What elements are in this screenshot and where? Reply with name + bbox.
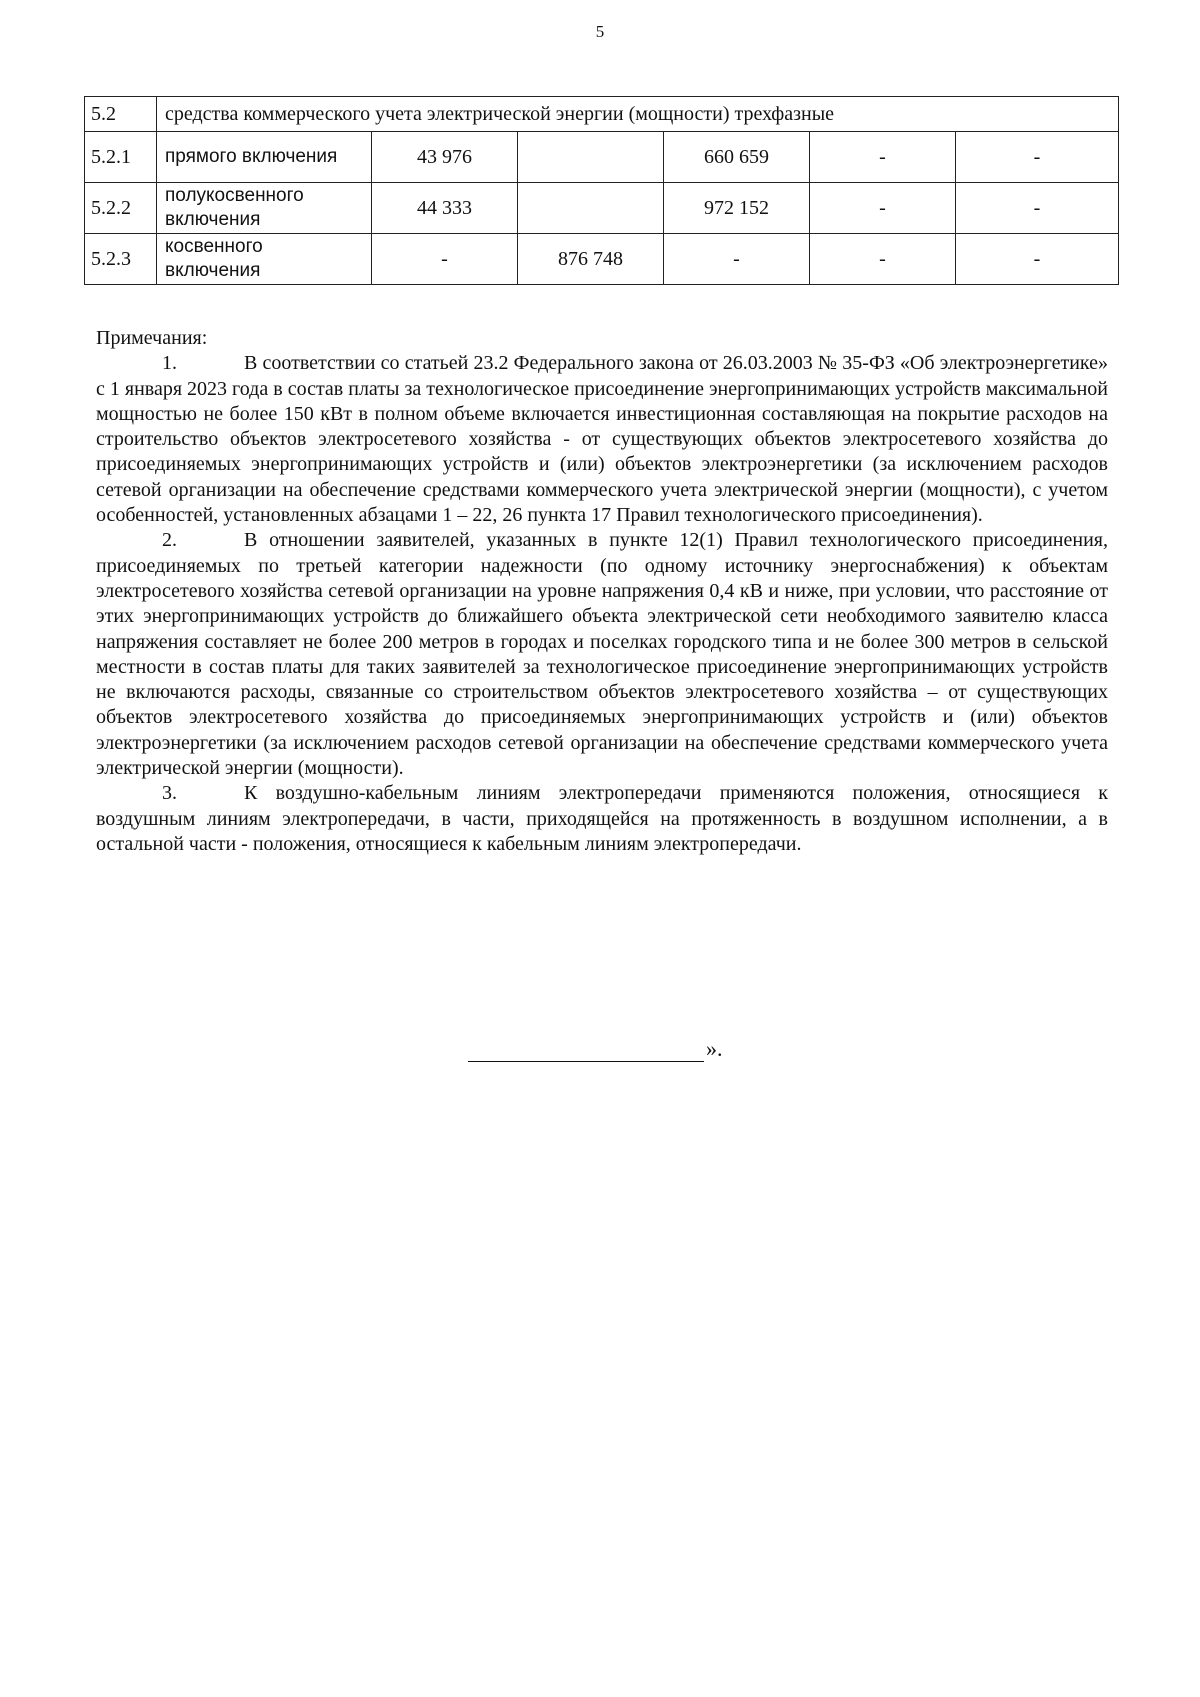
row-value xyxy=(518,183,664,234)
table-row xyxy=(85,132,1119,183)
row-value: 972 152 xyxy=(664,183,810,234)
row-value: - xyxy=(956,183,1119,234)
row-number: 5.2.3 xyxy=(85,234,157,285)
row-value: 660 659 xyxy=(664,132,810,183)
note-item xyxy=(96,351,1108,528)
row-name: косвенного включения xyxy=(157,234,372,285)
closing-underline xyxy=(468,1039,704,1062)
row-name: полукосвенного включения xyxy=(157,183,372,234)
table-row xyxy=(85,234,1119,285)
row-value xyxy=(518,132,664,183)
notes-title: Примечания: xyxy=(96,327,208,349)
note-text: В соответствии со статьей 23.2 Федерального закона от 26.03.2003 № 35-ФЗ «Об электроэнергетике» с 1 января 2023 года в состав платы за технологическое присоединение энергопринимающих устройств максимальной мощностью не более 150 кВт в полном объеме включается инвестиционная составляющая на покрытие расходов на строительство объектов электросетевого хозяйства - от существующих объектов электросетевого хозяйства до присоединяемых энергопринимающих устройств и (или) объектов электроэнергетики (за исключением расходов сетевой организации на обеспечение средствами коммерческого учета электрической энергии (мощности), с учетом особенностей, установленных абзацами 1 – 22, 26 пункта 17 Правил технологического присоединения). xyxy=(96,352,1108,527)
tariff-table xyxy=(84,96,1119,285)
note-item xyxy=(96,528,1108,781)
row-value: - xyxy=(956,132,1119,183)
notes-section xyxy=(96,326,1108,857)
note-text: В отношении заявителей, указанных в пункте 12(1) Правил технологического присоединения, присоединяемых по третьей категории надежности (по одному источнику энергоснабжения) к объектам электросетевого хозяйства сетевой организации на уровне напряжения 0,4 кВ и ниже, при условии, что расстояние от этих энергопринимающих устройств до ближайшего объекта электрической сети необходимого заявителю класса напряжения составляет не более 200 метров в городах и поселках городского типа и не более 300 метров в сельской местности в состав платы для таких заявителей за технологическое присоединение энергопринимающих устройств не включаются расходы, связанные со строительством объектов электросетевого хозяйства – от существующих объектов электросетевого хозяйства до присоединяемых энергопринимающих устройств и (или) объектов электроэнергетики (за исключением расходов сетевой организации на обеспечение средствами коммерческого учета электрической энергии (мощности). xyxy=(96,529,1108,780)
closing-mark xyxy=(468,1036,723,1062)
note-number: 2. xyxy=(162,529,177,552)
note-number: 3. xyxy=(162,782,177,805)
page-number: 5 xyxy=(595,22,605,41)
row-value: 876 748 xyxy=(518,234,664,285)
row-value: - xyxy=(372,234,518,285)
note-item xyxy=(96,781,1108,857)
row-value: - xyxy=(810,234,956,285)
table-row xyxy=(85,183,1119,234)
row-value: - xyxy=(810,183,956,234)
row-number: 5.2.2 xyxy=(85,183,157,234)
row-value: - xyxy=(810,132,956,183)
row-name: прямого включения xyxy=(157,132,372,183)
row-value: 43 976 xyxy=(372,132,518,183)
row-value: - xyxy=(956,234,1119,285)
table-section-row xyxy=(85,97,1119,132)
note-number: 1. xyxy=(162,352,177,375)
row-number: 5.2.1 xyxy=(85,132,157,183)
section-number: 5.2 xyxy=(85,97,157,132)
section-title: средства коммерческого учета электрической энергии (мощности) трехфазные xyxy=(157,97,1119,132)
note-text: К воздушно-кабельным линиям электропередачи применяются положения, относящиеся к воздушным линиям электропередачи, в части, приходящейся на протяженность в воздушном исполнении, а в остальной части - положения, относящиеся к кабельным линиям электропередачи. xyxy=(96,782,1108,855)
closing-quote: ». xyxy=(706,1036,723,1061)
row-value: - xyxy=(664,234,810,285)
row-value: 44 333 xyxy=(372,183,518,234)
